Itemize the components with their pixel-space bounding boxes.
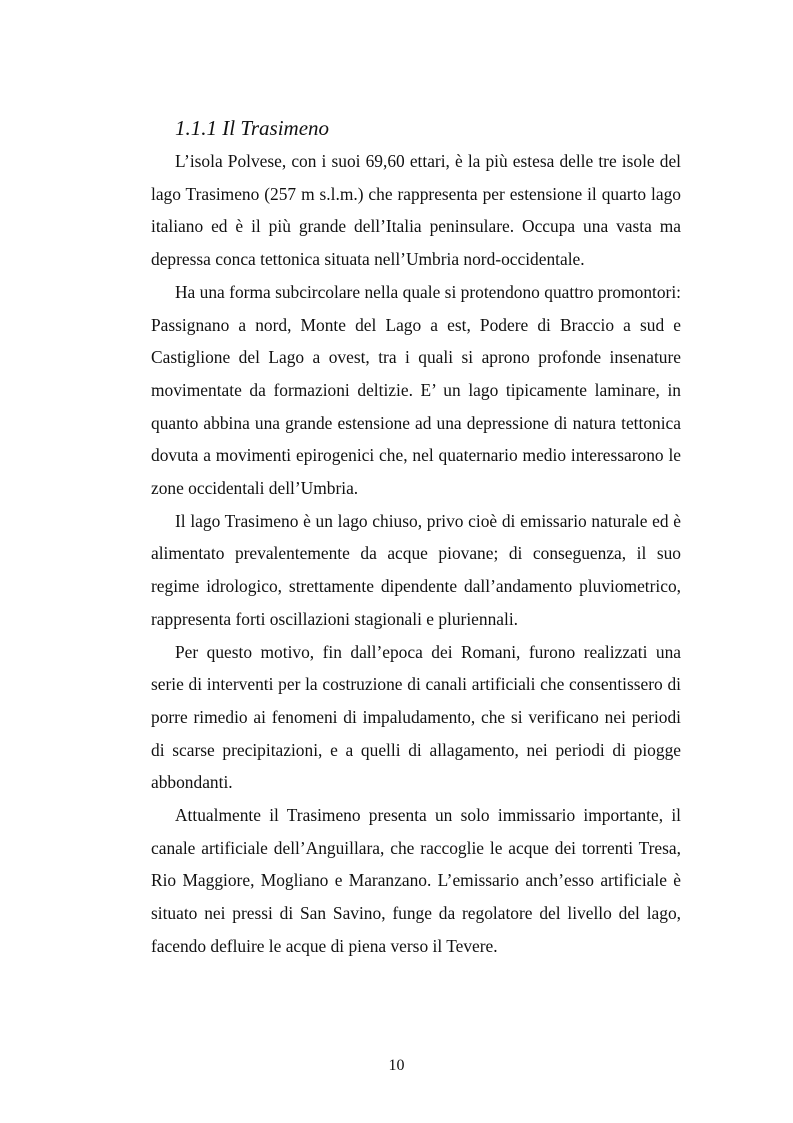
paragraph-3: Il lago Trasimeno è un lago chiuso, privo cioè di emissario naturale ed è alimentato prevalentemente da acque piovane; di conseguenza, il suo regime idrologico, strettamente dipendente dall’andamento pluviometrico, rappresenta forti oscillazioni stagionali e pluriennali. <box>151 510 681 629</box>
paragraph-4: Per questo motivo, fin dall’epoca dei Romani, furono realizzati una serie di interventi per la costruzione di canali artificiali che consentissero di porre rimedio ai fenomeni di impaludamento, che si verificano nei periodi di scarse precipitazioni, e a quelli di allagamento, nei periodi di piogge abbondanti. <box>151 641 681 793</box>
paragraph-5: Attualmente il Trasimeno presenta un solo immissario importante, il canale artificiale dell’Anguillara, che raccoglie le acque dei torrenti Tresa, Rio Maggiore, Mogliano e Maranzano. L’emissario anch’esso artificiale è situato nei pressi di San Savino, funge da regolatore del livello del lago, facendo defluire le acque di piena verso il Tevere. <box>151 805 681 956</box>
paragraph-2: Ha una forma subcircolare nella quale si protendono quattro promontori: Passignano a nord, Monte del Lago a est, Podere di Braccio a sud e Castiglione del Lago a ovest, tra i quali si aprono profonde insenature movimentate da formazioni deltizie. E’ un lago tipicamente laminare, in quanto abbina una grande estensione ad una depressione di natura tettonica dovuta a movimenti epirogenici che, nel quaternario medio interessarono le zone occidentali dell’Umbria. <box>151 281 681 499</box>
body-text <box>151 145 681 963</box>
paragraph-1: L’isola Polvese, con i suoi 69,60 ettari, è la più estesa delle tre isole del lago Trasimeno (257 m s.l.m.) che rappresenta per estensione il quarto lago italiano ed è il più grande dell’Italia peninsulare. Occupa una vasta ma depressa conca tettonica situata nell’Umbria nord-occidentale. <box>151 151 681 270</box>
page-number: 10 <box>388 1057 405 1074</box>
section-heading: 1.1.1 Il Trasimeno <box>175 116 330 140</box>
